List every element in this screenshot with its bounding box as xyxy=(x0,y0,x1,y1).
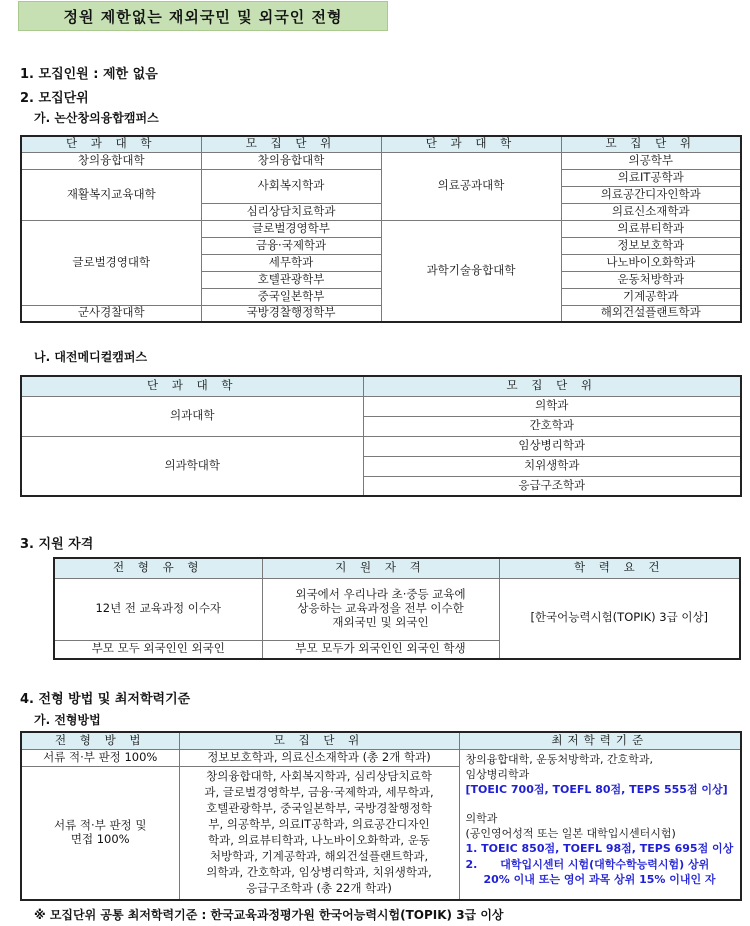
col-header: 최저학력기준 xyxy=(459,732,741,749)
unit-cell: 간호학과 xyxy=(363,416,741,436)
minimum-standard-cell xyxy=(459,749,741,900)
selection-method-table xyxy=(20,731,742,901)
unit-cell: 글로벌경영학부 xyxy=(201,220,381,237)
title-banner: 정원 제한없는 재외국민 및 외국인 전형 xyxy=(18,1,388,31)
unit-cell: 의료뷰티학과 xyxy=(561,220,741,237)
college-cell: 글로벌경영대학 xyxy=(21,220,201,305)
col-header: 모 집 단 위 xyxy=(561,136,741,152)
qualification-line: 상응하는 교육과정을 전부 이수한 xyxy=(297,601,464,616)
unit-cell: 국방경찰행정학부 xyxy=(201,305,381,322)
qualification-line: 재외국민 및 외국인 xyxy=(332,614,429,629)
unit-cell: 해외건설플랜트학과 xyxy=(561,305,741,322)
footnote: ※ 모집단위 공통 최저학력기준 : 한국교육과정평가원 한국어능력시험(TOPIK) 3급 이상 xyxy=(34,908,504,922)
requirement-cell: [한국어능력시험(TOPIK) 3급 이상] xyxy=(499,578,740,659)
unit-cell: 의료공간디자인학과 xyxy=(561,186,741,203)
criteria-line: 창의융합대학, 운동처방학과, 간호학과, xyxy=(465,752,653,766)
unit-cell: 정보보호학과 xyxy=(561,237,741,254)
unit-cell: 금융·국제학과 xyxy=(201,237,381,254)
unit-list-cell xyxy=(179,766,459,900)
criteria-score-line: 20% 이내 또는 영어 과목 상위 15% 이내인 자 xyxy=(483,873,716,887)
col-header: 학 력 요 건 xyxy=(499,558,740,578)
col-header: 단 과 대 학 xyxy=(381,136,561,152)
method-line: 면접 100% xyxy=(70,831,130,846)
criteria-line: 임상병리학과 xyxy=(465,767,530,781)
criteria-score-line: 2. 대학입시센터 시험(대학수학능력시험) 상위 xyxy=(465,857,710,871)
unit-cell: 임상병리학과 xyxy=(363,436,741,456)
method-heading: 가. 전형방법 xyxy=(34,713,101,727)
qualification-cell xyxy=(262,578,499,640)
criteria-score-line: 1. TOEIC 850점, TOEFL 98점, TEPS 695점 이상 xyxy=(465,842,734,856)
col-header: 전 형 유 형 xyxy=(54,558,262,578)
unit-cell: 의료신소재학과 xyxy=(561,203,741,220)
college-cell: 재활복지교육대학 xyxy=(21,169,201,220)
unit-line: 처방학과, 기계공학과, 해외건설플랜트학과, xyxy=(209,848,429,863)
daejeon-campus-table xyxy=(20,375,742,497)
unit-cell: 호텔관광학부 xyxy=(201,271,381,288)
unit-line: 학과, 의료뷰티학과, 나노바이오화학과, 운동 xyxy=(208,832,430,847)
unit-cell: 창의융합대학 xyxy=(201,152,381,169)
method-cell: 서류 적·부 판정 100% xyxy=(21,749,179,766)
college-cell: 과학기술융합대학 xyxy=(381,220,561,322)
unit-cell: 의학과 xyxy=(363,396,741,416)
col-header: 단 과 대 학 xyxy=(21,136,201,152)
college-cell: 군사경찰대학 xyxy=(21,305,201,322)
method-line: 서류 적·부 판정 및 xyxy=(54,817,147,832)
unit-line: 호텔관광학부, 중국일본학부, 국방경찰행정학 xyxy=(206,800,432,815)
unit-line: 부, 의공학부, 의료IT공학과, 의료공간디자인 xyxy=(208,816,430,831)
unit-cell: 응급구조학과 xyxy=(363,476,741,496)
unit-cell: 나노바이오화학과 xyxy=(561,254,741,271)
college-cell: 의료공과대학 xyxy=(381,152,561,220)
method-cell xyxy=(21,766,179,900)
section-2-heading: 2. 모집단위 xyxy=(20,91,89,106)
section-3-heading: 3. 지원 자격 xyxy=(20,537,94,552)
section-4-heading: 4. 전형 방법 및 최저학력기준 xyxy=(20,692,191,707)
type-cell: 부모 모두 외국인인 외국인 xyxy=(54,640,262,659)
col-header: 단 과 대 학 xyxy=(21,376,363,396)
criteria-line: 의학과 xyxy=(465,811,498,825)
unit-cell: 중국일본학부 xyxy=(201,288,381,305)
col-header: 모 집 단 위 xyxy=(201,136,381,152)
unit-cell: 기계공학과 xyxy=(561,288,741,305)
unit-cell: 의공학부 xyxy=(561,152,741,169)
college-cell: 의과대학 xyxy=(21,396,363,436)
unit-line: 과, 글로벌경영학부, 금융·국제학과, 세무학과, xyxy=(204,784,434,799)
college-cell: 창의융합대학 xyxy=(21,152,201,169)
unit-line: 응급구조학과 (총 22개 학과) xyxy=(246,881,392,896)
college-cell: 의과학대학 xyxy=(21,436,363,496)
col-header: 지 원 자 격 xyxy=(262,558,499,578)
section-1-heading: 1. 모집인원 : 제한 없음 xyxy=(20,67,158,82)
nonsan-campus-table xyxy=(20,135,742,323)
col-header: 모 집 단 위 xyxy=(363,376,741,396)
campus-daejeon-heading: 나. 대전메디컬캠퍼스 xyxy=(34,350,148,364)
unit-line: 의학과, 간호학과, 임상병리학과, 치위생학과, xyxy=(206,865,432,880)
unit-cell: 세무학과 xyxy=(201,254,381,271)
unit-line: 창의융합대학, 사회복지학과, 심리상담치료학 xyxy=(206,768,432,783)
col-header: 전 형 방 법 xyxy=(21,732,179,749)
campus-nonsan-heading: 가. 논산창의융합캠퍼스 xyxy=(34,111,159,125)
col-header: 모 집 단 위 xyxy=(179,732,459,749)
unit-cell: 심리상담치료학과 xyxy=(201,203,381,220)
eligibility-table xyxy=(53,557,741,660)
criteria-line: (공인영어성적 또는 일본 대학입시센터시험) xyxy=(465,827,676,841)
unit-cell: 치위생학과 xyxy=(363,456,741,476)
unit-cell: 운동처방학과 xyxy=(561,271,741,288)
qualification-cell: 부모 모두가 외국인인 외국인 학생 xyxy=(262,640,499,659)
unit-cell: 사회복지학과 xyxy=(201,169,381,203)
type-cell: 12년 전 교육과정 이수자 xyxy=(54,578,262,640)
criteria-score-line: [TOEIC 700점, TOEFL 80점, TEPS 555점 이상] xyxy=(465,783,728,797)
unit-cell: 정보보호학과, 의료신소재학과 (총 2개 학과) xyxy=(179,749,459,766)
qualification-line: 외국에서 우리나라 초·중등 교육에 xyxy=(295,587,466,602)
unit-cell: 의료IT공학과 xyxy=(561,169,741,186)
